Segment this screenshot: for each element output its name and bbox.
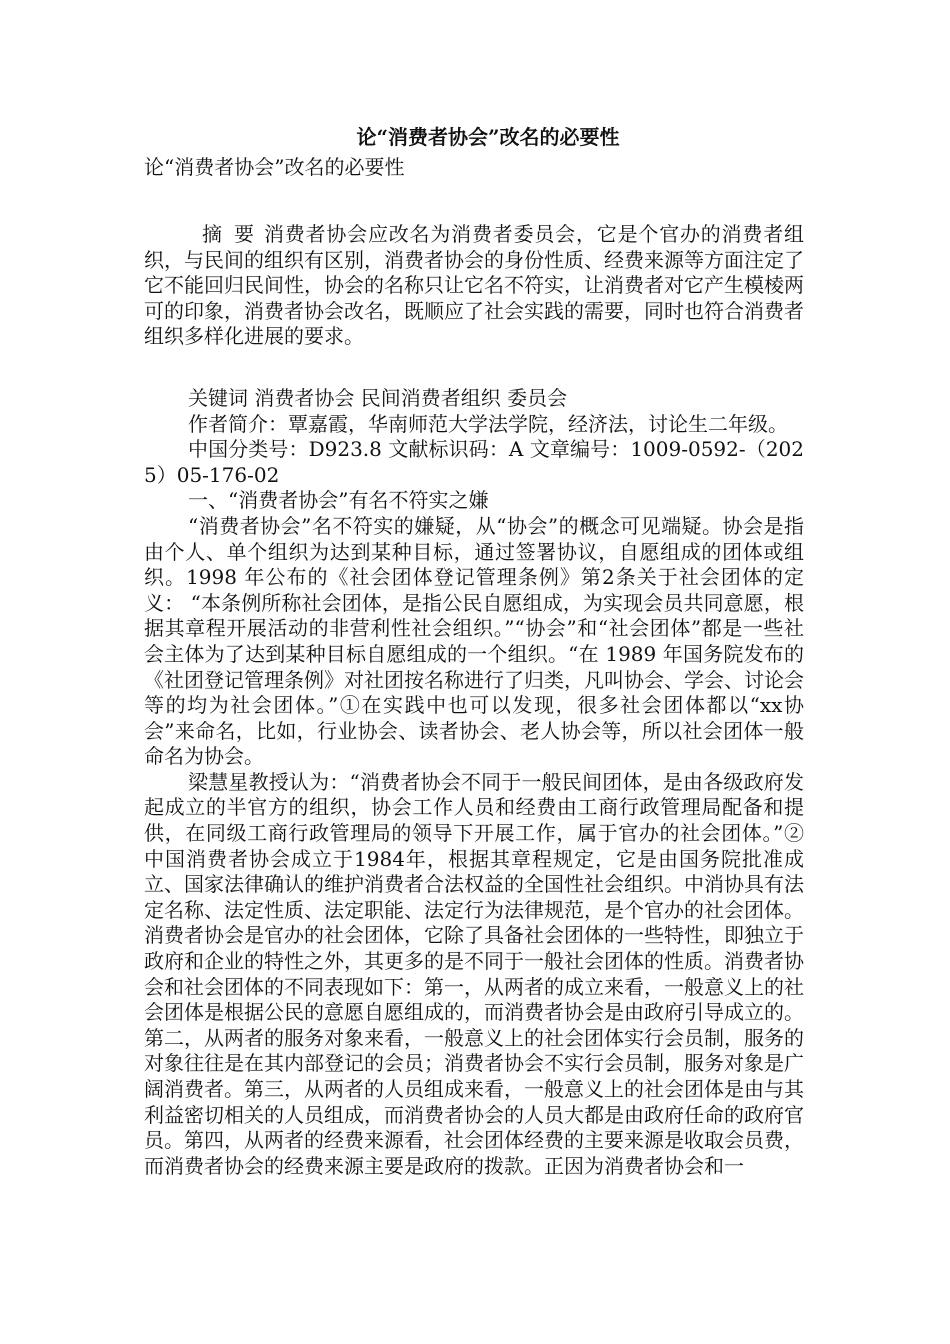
body-paragraph: 梁慧星教授认为：“消费者协会不同于一般民间团体，是由各级政府发起成立的半官方的组织，协会工作人员和经费由工商行政管理局配备和提供，在同级工商行政管理局的领导下开展工作，属于官办的社会团体。”②中国消费者协会成立于1984年，根据其章程规定，它是由国务院批准成立、国家法律确认的维护消费者合法权益的全国性社会组织。中消协具有法定名称、法定性质、法定职能、法定行为法律规范，是个官办的社会团体。消费者协会是官办的社会团体，它除了具备社会团体的一些特性，即独立于政府和企业的特性之外，其更多的是不同于一般社会团体的性质。消费者协会和社会团体的不同表现如下：第一，从两者的成立来看，一般意义上的社会团体是根据公民的意愿自愿组成的，而消费者协会是由政府引导成立的。第二，从两者的服务对象来看，一般意义上的社会团体实行会员制，服务的对象往往是在其内部登记的会员；消费者协会不实行会员制，服务对象是广阔消费者。第三，从两者的人员组成来看，一般意义上的社会团体是由与其利益密切相关的人员组成，而消费者协会的人员大都是由政府任命的政府官员。第四，从两者的经费来源看，社会团体经费的主要来源是收取会员费，而消费者协会的经费来源主要是政府的拨款。正因为消费者协会和一 <box>144 769 804 1178</box>
document-page <box>144 122 804 1179</box>
document-title: 论“消费者协会”改名的必要性 <box>356 125 620 149</box>
author-info: 作者简介：覃嘉霞，华南师范大学法学院，经济法，讨论生二年级。 <box>188 411 788 436</box>
abstract-label: 摘 要 <box>202 222 257 246</box>
abstract-text: 消费者协会应改名为消费者委员会，它是个官办的消费者组织，与民间的组织有区别，消费者协会的身份性质、经费来源等方面注定了它不能回归民间性，协会的名称只让它名不符实，让消费者对它产生模棱两可的印象，消费者协会改名，既顺应了社会实践的需要，同时也符合消费者组织多样化进展的要求。 <box>144 222 805 349</box>
document-subtitle: 论“消费者协会”改名的必要性 <box>144 155 405 179</box>
abstract-paragraph <box>144 222 804 350</box>
section-heading: 一、“消费者协会”有名不符实之嫌 <box>188 488 489 513</box>
keywords-line: 关键词 消费者协会 民间消费者组织 委员会 <box>188 385 568 410</box>
body-paragraph: “消费者协会”名不符实的嫌疑，从“协会”的概念可见端疑。协会是指由个人、单个组织为达到某种目标，通过签署协议，自愿组成的团体或组织。1998 年公布的《社会团体登记管理条例》第2条关于社会团体的定义： “本条例所称社会团体，是指公民自愿组成，为实现会员共同意愿，根据其章程开展活动的非营利性社会组织。”“协会”和“社会团体”都是一些社会主体为了达到某种目标自愿组成的一个组织。“在 1989 年国务院发布的《社团登记管理条例》对社团按名称进行了归类，凡叫协会、学会、讨论会等的均为社会团体。”①在实践中也可以发现，很多社会团体都以“xx协会”来命名，比如，行业协会、读者协会、老人协会等，所以社会团体一般命名为协会。 <box>144 513 804 769</box>
classification-info: 中国分类号：D923.8 文献标识码：A 文章编号：1009-0592-（2025）05-176-02 <box>144 437 804 487</box>
